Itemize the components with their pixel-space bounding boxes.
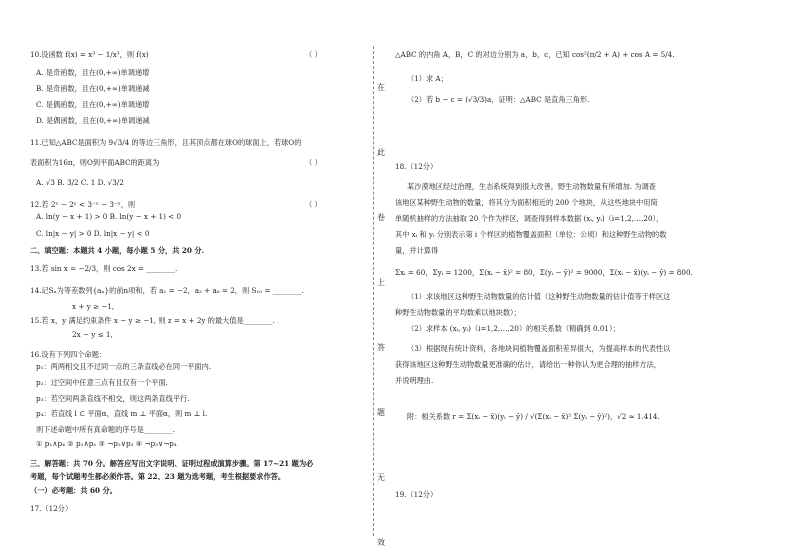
margin-char: 题 bbox=[377, 408, 385, 417]
text-line: （1）求该地区这种野生动物数量的估计值（这种野生动物数量的估计值等于样区这 bbox=[407, 292, 671, 301]
text-line: 11.已知△ABC是面积为 9√3/4 的等边三角形，且其顶点都在球O的球面上，若球O的 bbox=[30, 138, 302, 147]
text-line: 量，并计算得 bbox=[395, 246, 439, 255]
text-line: 17.（12分） bbox=[30, 504, 73, 513]
text-line: C. 是偶函数，且在(0,+∞)单调递增 bbox=[36, 100, 150, 109]
margin-char: 此 bbox=[377, 148, 385, 157]
text-line: B. 是奇函数，且在(0,+∞)单调递减 bbox=[36, 84, 150, 93]
text-line: Σxᵢ = 60，Σyᵢ = 1200，Σ(xᵢ − x̄)² = 80，Σ(yᵢ − ȳ)² = 9000，Σ(xᵢ − x̄)(yᵢ − ȳ) = 800. bbox=[395, 268, 693, 277]
margin-char: 答 bbox=[377, 343, 385, 352]
text-line: （3）根据现有统计资料，各地块间植物覆盖面积差异很大，为提高样本的代表性以 bbox=[407, 344, 671, 353]
text-line: 该地区某种野生动物的数量，将其分为面积相近的 200 个地块，从这些地块中用简 bbox=[395, 198, 658, 207]
text-line: 附：相关系数 r = Σ(xᵢ − x̄)(yᵢ − ȳ) / √(Σ(xᵢ − x̄)² Σ(yᵢ − ȳ)²)，√2 ≈ 1.414. bbox=[407, 412, 660, 421]
text-line: A. √3 B. 3/2 C. 1 D. √3/2 bbox=[36, 178, 124, 187]
text-line: 19.（12分） bbox=[395, 490, 438, 499]
text-line: p₃：若空间两条直线不相交，则这两条直线平行. bbox=[36, 394, 190, 403]
text-line: A. ln(y − x + 1) > 0 B. ln(y − x + 1) < 0 bbox=[36, 212, 182, 221]
margin-char: 上 bbox=[377, 278, 385, 287]
margin-char: 在 bbox=[377, 83, 385, 92]
text-line: 则下述命题中所有真命题的序号是________. bbox=[36, 425, 175, 434]
text-line: 并说明理由. bbox=[395, 376, 434, 385]
text-line: （1）求 A； bbox=[407, 74, 448, 83]
text-line: 14.记Sₙ为等差数列{aₙ}的前n项和，若 a₁ = −2，a₂ + a₆ = 2，则 S₁₀ = ________. bbox=[30, 286, 304, 295]
margin-char: 卷 bbox=[377, 213, 385, 222]
text-line: D. 是偶函数，且在(0,+∞)单调递减 bbox=[36, 116, 150, 125]
text-line: p₁：两两相交且不过同一点的三条直线必在同一平面内. bbox=[36, 362, 212, 371]
text-line: A. 是奇函数，且在(0,+∞)单调递增 bbox=[36, 68, 150, 77]
text-line: （2）求样本 (xᵢ, yᵢ)（i=1,2,…,20）的相关系数（精确到 0.01）； bbox=[407, 324, 620, 333]
margin-char: 效 bbox=[377, 538, 385, 547]
text-line: （2）若 b − c = (√3/3)a，证明：△ABC 是直角三角形. bbox=[407, 95, 590, 104]
text-line: 2x − y ≤ 1, bbox=[72, 330, 113, 339]
text-line: 10.设函数 f(x) = x³ − 1/x³，则 f(x) bbox=[30, 50, 149, 59]
answer-paren: （ ） bbox=[305, 50, 322, 59]
text-line: 15.若 x，y 满足约束条件 x − y ≥ −1, 则 z = x + 2y 的最大值是________. bbox=[30, 316, 275, 325]
text-line: 种野生动物数量的平均数乘以地块数）； bbox=[395, 308, 521, 317]
text-line: 表面积为16π，则O到平面ABC的距离为 bbox=[30, 158, 160, 167]
text-line: 12.若 2ˣ − 2ʸ < 3⁻ˣ − 3⁻ʸ，则 bbox=[30, 200, 136, 209]
text-line: C. ln|x − y| > 0 D. ln|x − y| < 0 bbox=[36, 229, 150, 238]
text-line: x + y ≥ −1, bbox=[72, 302, 115, 311]
answer-paren: （ ） bbox=[305, 200, 322, 209]
binding-line bbox=[373, 46, 375, 536]
text-line: 18.（12分） bbox=[395, 162, 438, 171]
text-line: 获得该地区这种野生动物数量更准确的估计，请给出一种你认为更合理的抽样方法， bbox=[395, 360, 661, 369]
text-line: 某沙漠地区经过治理，生态系统得到很大改善，野生动物数量有所增加. 为调查 bbox=[407, 182, 656, 191]
answer-paren: （ ） bbox=[305, 158, 322, 167]
text-line: △ABC 的内角 A，B，C 的对边分别为 a，b，c，已知 cos²(π/2 + A) + cos A = 5/4. bbox=[395, 50, 675, 59]
text-line: 二、填空题：本题共 4 小题，每小题 5 分，共 20 分. bbox=[30, 246, 205, 255]
text-line: p₂：过空间中任意三点有且仅有一个平面. bbox=[36, 378, 168, 387]
text-line: 三、解答题：共 70 分。解答应写出文字说明、证明过程或演算步骤。第 17~21 题为必 bbox=[30, 459, 314, 468]
text-line: 单随机抽样的方法抽取 20 个作为样区，调查得到样本数据 (xᵢ, yᵢ)（i=1,2,…,20）， bbox=[395, 214, 664, 223]
text-line: 13.若 sin x = −2/3，则 cos 2x = ________. bbox=[30, 264, 178, 273]
text-line: （一）必考题：共 60 分。 bbox=[30, 486, 117, 495]
text-line: ① p₁∧p₄ ② p₁∧p₂ ③ ¬p₂∨p₃ ④ ¬p₃∨¬p₄ bbox=[36, 439, 177, 448]
text-line: 16.设有下列四个命题： bbox=[30, 350, 107, 359]
margin-char: 无 bbox=[377, 473, 385, 482]
text-line: p₄：若直线 l ⊂ 平面α，直线 m ⊥ 平面α，则 m ⊥ l. bbox=[36, 409, 208, 418]
text-line: 其中 xᵢ 和 yᵢ 分别表示第 i 个样区的植物覆盖面积（单位：公顷）和这种野生动物的数 bbox=[395, 230, 667, 239]
text-line: 考题，每个试题考生都必须作答。第 22、23 题为选考题，考生根据要求作答。 bbox=[30, 472, 286, 481]
